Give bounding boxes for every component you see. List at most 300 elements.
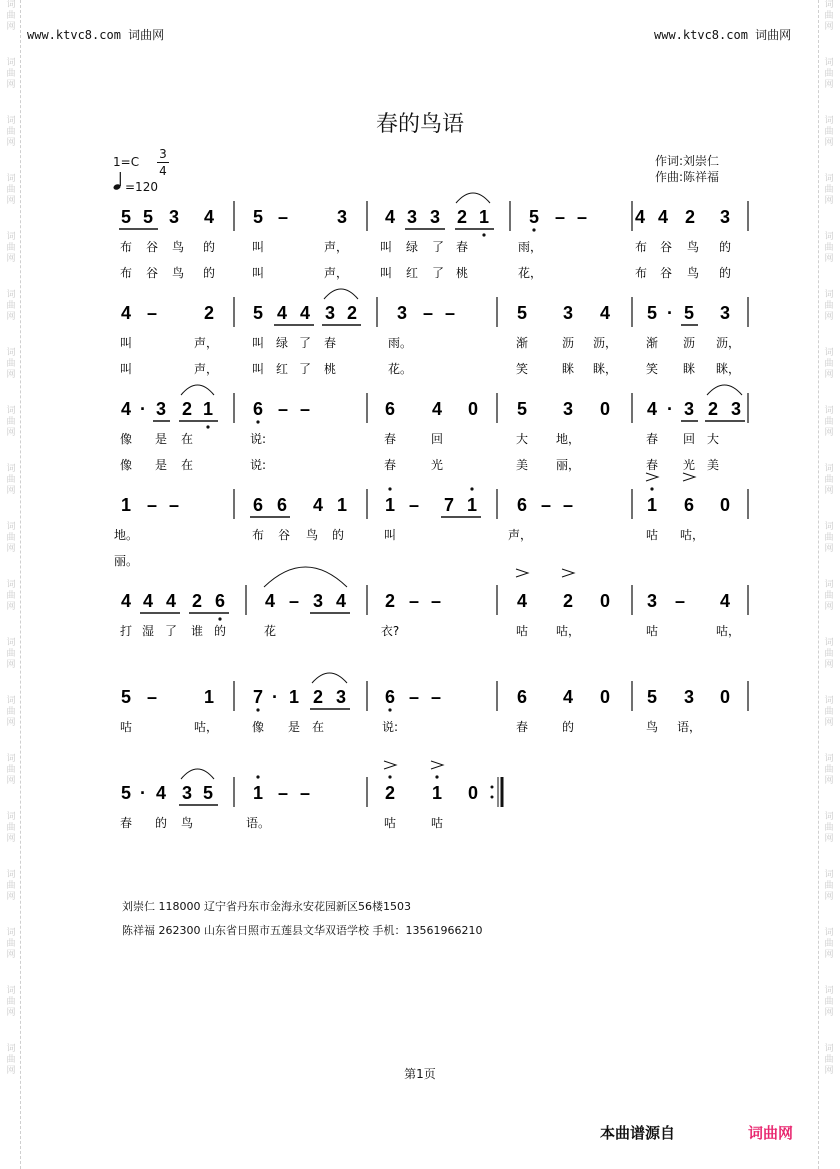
- note: 2: [384, 591, 396, 611]
- note: 1: [203, 687, 215, 707]
- note: ·: [272, 687, 278, 707]
- lyric: 说:: [249, 432, 267, 446]
- watermark-char: 词: [6, 696, 16, 706]
- note: 6: [516, 687, 528, 707]
- accent-mark: [683, 473, 695, 481]
- note: 6: [214, 591, 226, 611]
- lyric: 布: [251, 528, 265, 542]
- lyric: 声，: [323, 240, 349, 254]
- dash-mark: –: [277, 207, 289, 227]
- watermark-char: 网: [824, 660, 834, 670]
- header-right-site: 词曲网: [755, 28, 792, 42]
- note: 4: [431, 399, 443, 419]
- lyric: 鸟: [171, 266, 185, 280]
- watermark-char: 曲: [6, 939, 16, 949]
- address-lyricist: 刘崇仁 118000 辽宁省丹东市金海永安花园新区56楼1503: [122, 900, 411, 913]
- note: 4: [120, 591, 132, 611]
- lyric: 叫: [379, 240, 393, 254]
- lyric: 渐: [645, 336, 659, 350]
- lyric: 丽。: [113, 554, 139, 568]
- note: 2: [562, 591, 574, 611]
- lyric: 声，: [323, 266, 349, 280]
- note: 4: [142, 591, 154, 611]
- lyric: 谷: [277, 528, 291, 542]
- watermark-char: 网: [824, 1066, 834, 1076]
- note: 1: [120, 495, 132, 515]
- lyric: 沥，: [715, 336, 741, 350]
- note: 6: [276, 495, 288, 515]
- note: 1: [202, 399, 214, 419]
- watermark-char: 网: [824, 892, 834, 902]
- dash-mark: –: [674, 591, 686, 611]
- dash-mark: –: [576, 207, 588, 227]
- watermark-char: 网: [824, 834, 834, 844]
- watermark-char: 网: [6, 80, 16, 90]
- note: 1: [252, 783, 264, 803]
- time-signature-top: 3: [159, 147, 167, 161]
- watermark-char: 词: [824, 232, 834, 242]
- lyric: 语，: [676, 720, 702, 734]
- accent-mark: [384, 761, 396, 769]
- watermark-char: 网: [824, 138, 834, 148]
- note: 3: [683, 399, 695, 419]
- note: 2: [707, 399, 719, 419]
- note: 2: [203, 303, 215, 323]
- note: 2: [312, 687, 324, 707]
- watermark-char: 曲: [824, 765, 834, 775]
- watermark-char: 曲: [824, 533, 834, 543]
- watermark-char: 曲: [824, 69, 834, 79]
- note: 4: [599, 303, 611, 323]
- address-composer: 陈祥福 262300 山东省日照市五莲县文华双语学校 手机：13561966210: [122, 924, 483, 937]
- watermark-group: [6, 928, 15, 961]
- watermark-group: [6, 986, 15, 1019]
- lyric: 了: [298, 362, 312, 376]
- watermark-char: 词: [824, 696, 834, 706]
- watermark-char: 曲: [6, 881, 16, 891]
- watermark-char: 网: [6, 370, 16, 380]
- watermark-char: 曲: [6, 823, 16, 833]
- lyric: 鸟: [305, 528, 319, 542]
- watermark-char: 词: [6, 406, 16, 416]
- watermark-group: [824, 928, 833, 961]
- watermark-char: 网: [824, 428, 834, 438]
- lyric: 的: [331, 528, 345, 542]
- lyric: 春: [645, 458, 659, 472]
- note: 5: [516, 399, 528, 419]
- lyric: 布: [119, 266, 133, 280]
- watermark-char: 词: [824, 580, 834, 590]
- dash-mark: –: [146, 303, 158, 323]
- watermark-group: [6, 870, 15, 903]
- watermark-char: 曲: [6, 1055, 16, 1065]
- watermark-group: [824, 986, 833, 1019]
- note: 2: [181, 399, 193, 419]
- note: 5: [528, 207, 540, 227]
- watermark-char: 词: [6, 812, 16, 822]
- note: 5: [252, 207, 264, 227]
- note: 2: [684, 207, 696, 227]
- watermark-char: 网: [6, 660, 16, 670]
- watermark-char: 词: [824, 638, 834, 648]
- watermark-group: [824, 870, 833, 903]
- lyric: 像: [251, 720, 265, 734]
- note: 3: [406, 207, 418, 227]
- lyric: 眯，: [592, 362, 618, 376]
- lyric: 布: [119, 240, 133, 254]
- watermark-char: 曲: [6, 707, 16, 717]
- note: 3: [646, 591, 658, 611]
- dash-mark: –: [146, 687, 158, 707]
- watermark-char: 曲: [824, 11, 834, 21]
- note: 6: [384, 399, 396, 419]
- lyric: 咕，: [715, 624, 741, 638]
- note: 6: [252, 495, 264, 515]
- slur: [324, 289, 358, 299]
- watermark-char: 词: [824, 464, 834, 474]
- watermark-char: 曲: [6, 185, 16, 195]
- watermark-char: 网: [6, 312, 16, 322]
- watermark-char: 网: [6, 428, 16, 438]
- slur: [181, 385, 214, 395]
- lyric: 桃: [323, 362, 337, 376]
- watermark-char: 网: [6, 138, 16, 148]
- lyric: 沥: [561, 336, 575, 350]
- lyric: 咕，: [555, 624, 581, 638]
- watermark-char: 网: [824, 602, 834, 612]
- lower-octave-dot: [482, 233, 485, 236]
- watermark-char: 词: [6, 754, 16, 764]
- note: 4: [719, 591, 731, 611]
- watermark-char: 曲: [824, 823, 834, 833]
- lyric: 声，: [507, 528, 533, 542]
- note: 5: [120, 207, 132, 227]
- watermark-char: 网: [824, 196, 834, 206]
- watermark-char: 曲: [6, 533, 16, 543]
- watermark-char: 词: [824, 522, 834, 532]
- lyric: 的: [202, 240, 216, 254]
- lower-octave-dot: [256, 708, 259, 711]
- note: ·: [140, 783, 146, 803]
- header-left-site: 词曲网: [128, 28, 165, 42]
- lyric: 雨。: [387, 336, 413, 350]
- accent-mark: [431, 761, 443, 769]
- watermark-char: 词: [824, 174, 834, 184]
- slur: [181, 769, 214, 779]
- dash-mark: –: [540, 495, 552, 515]
- note: 4: [155, 783, 167, 803]
- watermark-char: 词: [824, 754, 834, 764]
- dash-mark: –: [430, 591, 442, 611]
- lyric: 的: [718, 240, 732, 254]
- watermark-char: 曲: [824, 127, 834, 137]
- dash-mark: –: [562, 495, 574, 515]
- note: 3: [429, 207, 441, 227]
- note: 1: [431, 783, 443, 803]
- note: 5: [120, 783, 132, 803]
- page-number: 第1页: [404, 1067, 436, 1081]
- note: 4: [120, 399, 132, 419]
- watermark-char: 曲: [824, 997, 834, 1007]
- lyric: 是: [287, 720, 301, 734]
- note: 3: [155, 399, 167, 419]
- repeat-dot: [491, 796, 494, 799]
- watermark-char: 词: [824, 116, 834, 126]
- lyric: 绿: [405, 240, 419, 254]
- dash-mark: –: [288, 591, 300, 611]
- note: 3: [396, 303, 408, 323]
- watermark-char: 网: [6, 950, 16, 960]
- note: 4: [120, 303, 132, 323]
- lyric: 像: [119, 458, 133, 472]
- dash-mark: –: [168, 495, 180, 515]
- note: 4: [203, 207, 215, 227]
- lyric: 桃: [455, 266, 469, 280]
- note: 0: [719, 687, 731, 707]
- dash-mark: –: [408, 495, 420, 515]
- watermark-char: 网: [824, 718, 834, 728]
- watermark-char: 词: [6, 0, 16, 10]
- lyric: 咕: [645, 528, 659, 542]
- watermark-char: 网: [6, 196, 16, 206]
- lyric: 谷: [659, 240, 673, 254]
- lyric: 在: [311, 720, 325, 734]
- lyric: 咕: [383, 816, 397, 830]
- note: 4: [312, 495, 324, 515]
- lyric: 语。: [245, 816, 271, 830]
- watermark-char: 网: [824, 776, 834, 786]
- watermark-char: 曲: [824, 939, 834, 949]
- note: 4: [562, 687, 574, 707]
- lyric: 说:: [381, 720, 399, 734]
- watermark-char: 曲: [6, 417, 16, 427]
- watermark-char: 词: [824, 58, 834, 68]
- lyric: 叫: [251, 266, 265, 280]
- lyric: 在: [180, 458, 194, 472]
- watermark-char: 词: [824, 0, 834, 10]
- watermark-char: 网: [824, 1008, 834, 1018]
- repeat-dot: [491, 786, 494, 789]
- watermark-char: 词: [6, 1044, 16, 1054]
- accent-mark: [646, 473, 658, 481]
- watermark-char: 曲: [824, 591, 834, 601]
- watermark-char: 词: [6, 638, 16, 648]
- upper-octave-dot: [470, 487, 473, 490]
- dash-mark: –: [277, 783, 289, 803]
- watermark-char: 网: [824, 544, 834, 554]
- song-title: 春的鸟语: [375, 112, 464, 137]
- lyric: 的: [154, 816, 168, 830]
- lyric: 湿: [141, 624, 155, 638]
- dash-mark: –: [444, 303, 456, 323]
- watermark-char: 词: [824, 406, 834, 416]
- slur: [707, 385, 742, 395]
- lyric: 红: [275, 362, 289, 376]
- watermark-char: 曲: [824, 1055, 834, 1065]
- lyric: 眯: [682, 362, 696, 376]
- note: 2: [384, 783, 396, 803]
- watermark-char: 曲: [6, 301, 16, 311]
- watermark-char: 词: [6, 58, 16, 68]
- dash-mark: –: [408, 591, 420, 611]
- watermark-char: 曲: [6, 997, 16, 1007]
- slur: [456, 193, 490, 203]
- lyric: 叫: [251, 240, 265, 254]
- note: 6: [252, 399, 264, 419]
- note: 0: [467, 783, 479, 803]
- composer-credit: 作曲:陈祥福: [655, 170, 720, 184]
- lyric: 了: [431, 240, 445, 254]
- slur: [264, 567, 347, 587]
- watermark-char: 词: [6, 464, 16, 474]
- lower-octave-dot: [206, 425, 209, 428]
- watermark-char: 曲: [6, 649, 16, 659]
- lyric: 了: [164, 624, 178, 638]
- note: 3: [562, 399, 574, 419]
- note: 5: [646, 303, 658, 323]
- lyric: 叫: [379, 266, 393, 280]
- note: 3: [312, 591, 324, 611]
- note: ·: [667, 303, 673, 323]
- lyric: 叫: [251, 336, 265, 350]
- watermark-char: 网: [824, 950, 834, 960]
- note: 4: [335, 591, 347, 611]
- watermark-char: 词: [824, 348, 834, 358]
- lyric: 声，: [193, 362, 219, 376]
- watermark-char: 曲: [6, 69, 16, 79]
- watermark-char: 网: [824, 80, 834, 90]
- watermark-char: 网: [824, 312, 834, 322]
- dash-mark: –: [554, 207, 566, 227]
- lyric: 鸟: [686, 240, 700, 254]
- note: 0: [599, 591, 611, 611]
- watermark-char: 曲: [824, 649, 834, 659]
- watermark-char: 词: [6, 522, 16, 532]
- note: 5: [142, 207, 154, 227]
- lyric: 鸟: [180, 816, 194, 830]
- dash-mark: –: [299, 783, 311, 803]
- watermark-char: 网: [6, 602, 16, 612]
- lyric: 叫: [119, 336, 133, 350]
- watermark-char: 曲: [824, 881, 834, 891]
- note: 1: [646, 495, 658, 515]
- lyric: 鸟: [686, 266, 700, 280]
- lyric: 地。: [113, 528, 139, 542]
- dash-mark: –: [430, 687, 442, 707]
- watermark-char: 曲: [6, 765, 16, 775]
- lyric: 光: [682, 458, 696, 472]
- note: 1: [466, 495, 478, 515]
- lyric: 叫: [119, 362, 133, 376]
- note: 1: [288, 687, 300, 707]
- header-right-url: www.ktvc8.com: [654, 28, 748, 42]
- lyric: 美: [515, 458, 529, 472]
- note: 1: [336, 495, 348, 515]
- note: 1: [478, 207, 490, 227]
- watermark-char: 曲: [6, 359, 16, 369]
- watermark-char: 曲: [824, 707, 834, 717]
- watermark-char: 曲: [824, 417, 834, 427]
- watermark-char: 词: [6, 986, 16, 996]
- lyric: 渐: [515, 336, 529, 350]
- watermark-char: 词: [824, 1044, 834, 1054]
- lyric: 回: [682, 432, 696, 446]
- note: ·: [667, 399, 673, 419]
- lyric: 咕，: [193, 720, 219, 734]
- lyric: 春: [455, 240, 469, 254]
- note: 7: [443, 495, 455, 515]
- slur: [312, 673, 347, 683]
- watermark-char: 词: [6, 928, 16, 938]
- dash-mark: –: [408, 687, 420, 707]
- watermark-char: 网: [6, 1008, 16, 1018]
- lyric: 春: [515, 720, 529, 734]
- lyric: 咕: [645, 624, 659, 638]
- lower-octave-dot: [256, 420, 259, 423]
- note: 3: [730, 399, 742, 419]
- note: 2: [191, 591, 203, 611]
- source-site: 词曲网: [748, 1124, 794, 1142]
- note: 2: [346, 303, 358, 323]
- lyric: 丽，: [555, 458, 581, 472]
- watermark-char: 词: [824, 870, 834, 880]
- lyric: 眯: [561, 362, 575, 376]
- lyric: 布: [634, 240, 648, 254]
- note: 4: [299, 303, 311, 323]
- watermark-char: 曲: [824, 301, 834, 311]
- lyric: 衣?: [380, 624, 400, 638]
- watermark-char: 网: [6, 544, 16, 554]
- watermark-char: 网: [6, 22, 16, 32]
- note: 4: [634, 207, 646, 227]
- lyric: 谷: [145, 240, 159, 254]
- lyric: 说:: [249, 458, 267, 472]
- dash-mark: –: [422, 303, 434, 323]
- note: 1: [384, 495, 396, 515]
- lower-octave-dot: [218, 617, 221, 620]
- lyric: 大: [706, 432, 720, 446]
- note: 0: [467, 399, 479, 419]
- note: 6: [384, 687, 396, 707]
- watermark-char: 词: [6, 580, 16, 590]
- lyric: 大: [515, 432, 529, 446]
- watermark-char: 网: [824, 22, 834, 32]
- dash-mark: –: [299, 399, 311, 419]
- watermark-char: 词: [824, 986, 834, 996]
- source-label: 本曲谱源自: [600, 1124, 676, 1142]
- note: 0: [719, 495, 731, 515]
- lyric: 声，: [193, 336, 219, 350]
- time-signature-bottom: 4: [159, 164, 167, 178]
- lyric: 春: [323, 336, 337, 350]
- lyric: 鸟: [645, 720, 659, 734]
- watermark-char: 词: [824, 928, 834, 938]
- lyric: 叫: [251, 362, 265, 376]
- lyric: 是: [154, 458, 168, 472]
- note: 3: [181, 783, 193, 803]
- watermark-char: 词: [824, 812, 834, 822]
- upper-octave-dot: [388, 487, 391, 490]
- note: 4: [165, 591, 177, 611]
- note: 6: [683, 495, 695, 515]
- note: 5: [646, 687, 658, 707]
- note: 5: [120, 687, 132, 707]
- upper-octave-dot: [388, 775, 391, 778]
- watermark-char: 网: [824, 254, 834, 264]
- lyric: 布: [634, 266, 648, 280]
- upper-octave-dot: [256, 775, 259, 778]
- lyric: 春: [383, 458, 397, 472]
